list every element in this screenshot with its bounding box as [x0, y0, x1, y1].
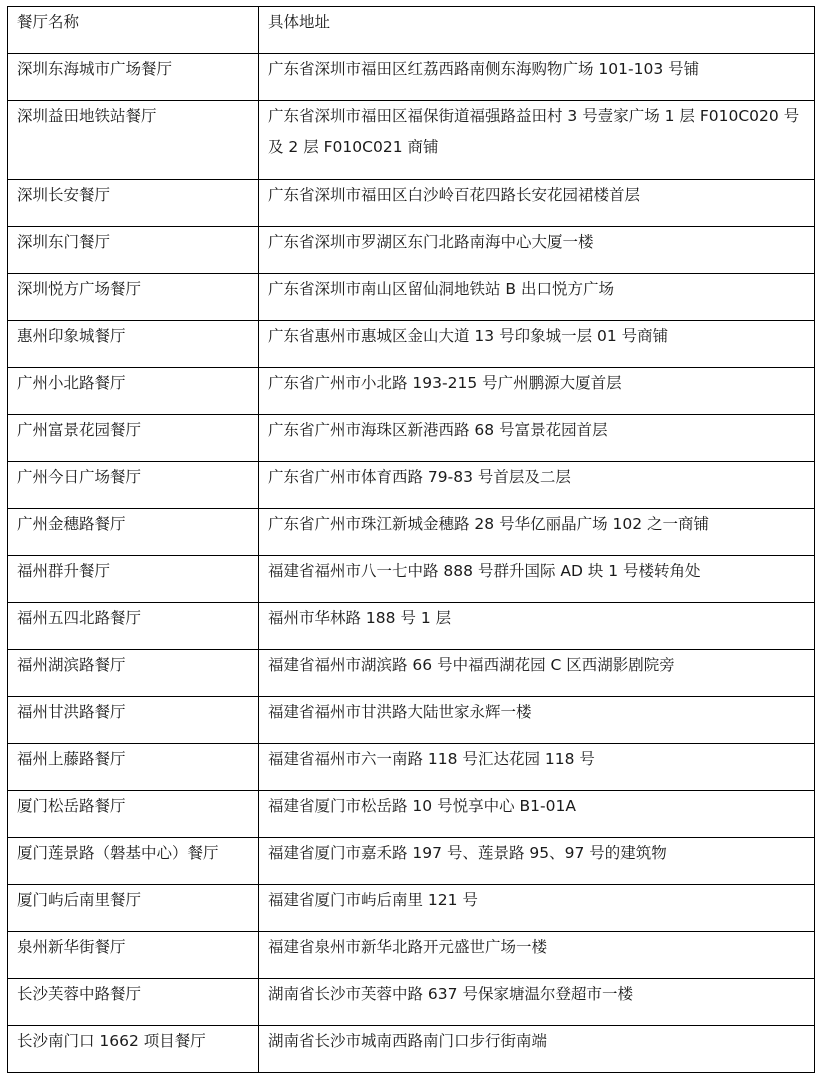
- table-row: [8, 509, 815, 556]
- restaurant-name-cell: 厦门松岳路餐厅: [8, 791, 259, 838]
- restaurant-name-cell: 福州湖滨路餐厅: [8, 650, 259, 697]
- table-row: [8, 415, 815, 462]
- table-row: [8, 101, 815, 180]
- restaurant-name-cell: 厦门屿后南里餐厅: [8, 885, 259, 932]
- address-cell: 广东省深圳市福田区白沙岭百花四路长安花园裙楼首层: [259, 180, 815, 227]
- restaurant-name-cell: 福州群升餐厅: [8, 556, 259, 603]
- address-cell: 广东省广州市珠江新城金穗路 28 号华亿丽晶广场 102 之一商铺: [259, 509, 815, 556]
- table-row: [8, 791, 815, 838]
- table-row: [8, 979, 815, 1026]
- restaurant-name-cell: 广州今日广场餐厅: [8, 462, 259, 509]
- address-cell: 福建省厦门市松岳路 10 号悦享中心 B1-01A: [259, 791, 815, 838]
- restaurant-name-cell: 厦门莲景路（磐基中心）餐厅: [8, 838, 259, 885]
- restaurant-name-cell: 长沙芙蓉中路餐厅: [8, 979, 259, 1026]
- address-cell: 广东省广州市海珠区新港西路 68 号富景花园首层: [259, 415, 815, 462]
- table-row: [8, 462, 815, 509]
- table-header-row: [8, 7, 815, 54]
- address-cell: 广东省深圳市南山区留仙洞地铁站 B 出口悦方广场: [259, 274, 815, 321]
- restaurant-name-cell: 福州甘洪路餐厅: [8, 697, 259, 744]
- address-cell: 广东省深圳市罗湖区东门北路南海中心大厦一楼: [259, 227, 815, 274]
- restaurant-name-cell: 深圳长安餐厅: [8, 180, 259, 227]
- restaurant-name-cell: 广州金穗路餐厅: [8, 509, 259, 556]
- restaurant-name-cell: 福州上藤路餐厅: [8, 744, 259, 791]
- header-restaurant-name: 餐厅名称: [8, 7, 259, 54]
- address-cell: 湖南省长沙市芙蓉中路 637 号保家塘温尔登超市一楼: [259, 979, 815, 1026]
- address-cell: 广东省深圳市福田区福保街道福强路益田村 3 号壹家广场 1 层 F010C020 号及 2 层 F010C021 商铺: [259, 101, 815, 180]
- header-address: 具体地址: [259, 7, 815, 54]
- restaurant-name-cell: 广州富景花园餐厅: [8, 415, 259, 462]
- table-row: [8, 885, 815, 932]
- address-cell: 福建省厦门市嘉禾路 197 号、莲景路 95、97 号的建筑物: [259, 838, 815, 885]
- restaurant-name-cell: 惠州印象城餐厅: [8, 321, 259, 368]
- restaurant-name-cell: 泉州新华街餐厅: [8, 932, 259, 979]
- address-cell: 湖南省长沙市城南西路南门口步行街南端: [259, 1026, 815, 1073]
- table-row: [8, 321, 815, 368]
- table-row: [8, 650, 815, 697]
- address-cell: 广东省惠州市惠城区金山大道 13 号印象城一层 01 号商铺: [259, 321, 815, 368]
- address-cell: 广东省广州市小北路 193-215 号广州鹏源大厦首层: [259, 368, 815, 415]
- restaurant-name-cell: 深圳益田地铁站餐厅: [8, 101, 259, 180]
- table-row: [8, 556, 815, 603]
- restaurant-address-table: [7, 6, 815, 1073]
- restaurant-name-cell: 深圳悦方广场餐厅: [8, 274, 259, 321]
- address-cell: 福建省福州市八一七中路 888 号群升国际 AD 块 1 号楼转角处: [259, 556, 815, 603]
- table-row: [8, 180, 815, 227]
- table-row: [8, 697, 815, 744]
- restaurant-name-cell: 广州小北路餐厅: [8, 368, 259, 415]
- address-cell: 福建省福州市甘洪路大陆世家永辉一楼: [259, 697, 815, 744]
- table-row: [8, 368, 815, 415]
- address-cell: 福州市华林路 188 号 1 层: [259, 603, 815, 650]
- address-cell: 福建省福州市湖滨路 66 号中福西湖花园 C 区西湖影剧院旁: [259, 650, 815, 697]
- restaurant-name-cell: 福州五四北路餐厅: [8, 603, 259, 650]
- table-row: [8, 838, 815, 885]
- restaurant-name-cell: 深圳东海城市广场餐厅: [8, 54, 259, 101]
- table-row: [8, 932, 815, 979]
- address-cell: 广东省深圳市福田区红荔西路南侧东海购物广场 101-103 号铺: [259, 54, 815, 101]
- table-row: [8, 54, 815, 101]
- address-cell: 福建省福州市六一南路 118 号汇达花园 118 号: [259, 744, 815, 791]
- table-row: [8, 603, 815, 650]
- table-row: [8, 744, 815, 791]
- restaurant-name-cell: 深圳东门餐厅: [8, 227, 259, 274]
- address-cell: 广东省广州市体育西路 79-83 号首层及二层: [259, 462, 815, 509]
- table-row: [8, 1026, 815, 1073]
- table-row: [8, 227, 815, 274]
- table-row: [8, 274, 815, 321]
- address-cell: 福建省厦门市屿后南里 121 号: [259, 885, 815, 932]
- restaurant-name-cell: 长沙南门口 1662 项目餐厅: [8, 1026, 259, 1073]
- address-cell: 福建省泉州市新华北路开元盛世广场一楼: [259, 932, 815, 979]
- table-body: [8, 7, 815, 1073]
